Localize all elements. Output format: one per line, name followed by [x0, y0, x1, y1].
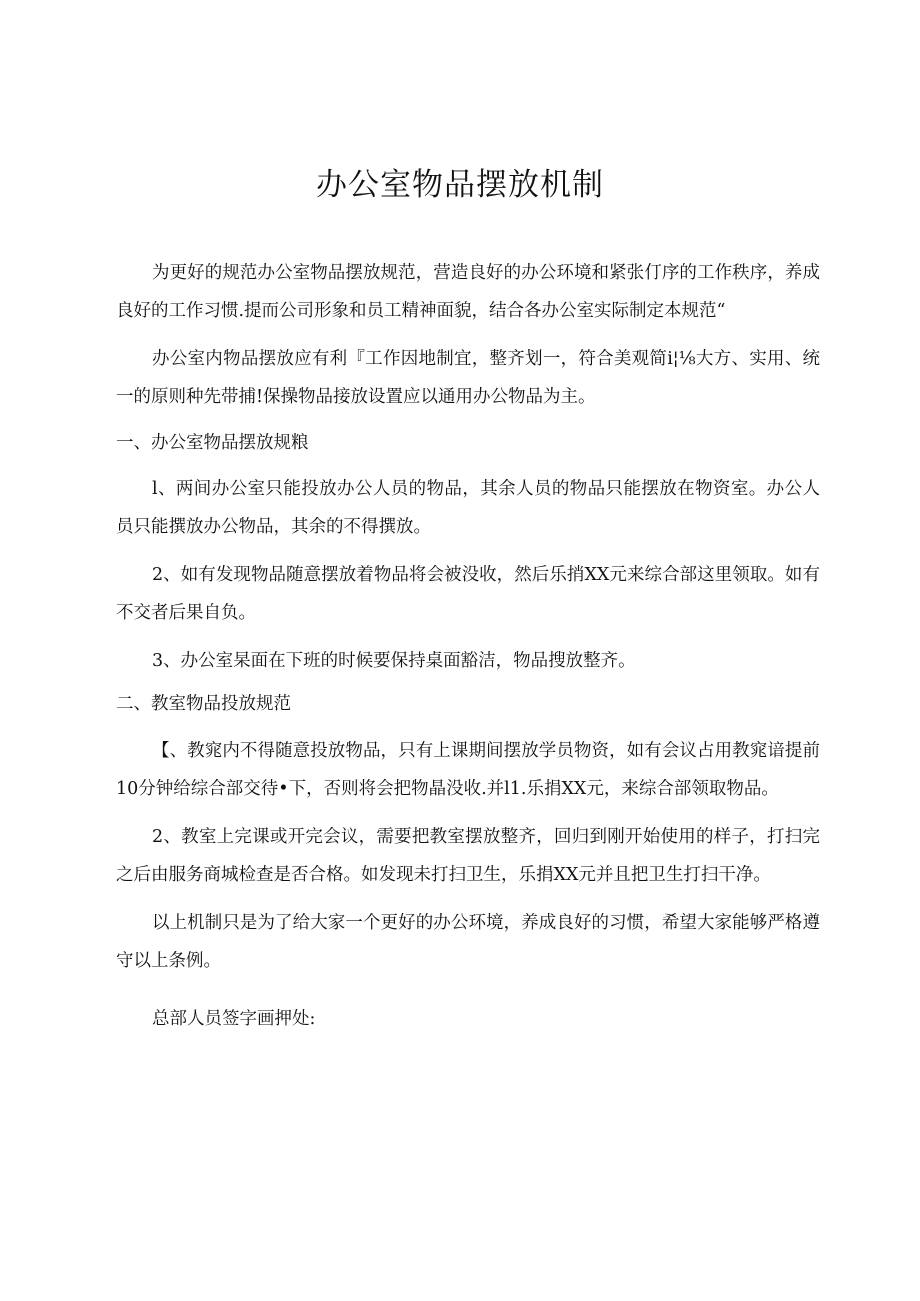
- intro-paragraph-1: 为更好的规范办公室物品摆放规范，营造良好的办公环境和紧张仃序的工作秩序，养成良好的工作习惯.提而公司形象和员工精神面貌，结合各办公室实际制定本规范“: [116, 263, 820, 321]
- section-2-item-1: 【、教窕内不得随意投放物品，只有上课期间摆放学员物资，如有会议占用教窕谙提前10分钟给综合部交待•下，否则将会把物晶没收.并l1.乐捐XX元，来综合部领取物品。: [116, 741, 820, 799]
- signature-line: 总部人员签字画押处:: [152, 1009, 316, 1029]
- closing-paragraph: 以上机制只是为了给大家一个更好的办公环境，养成良好的习惯，希望大家能够严格遵守以上条例。: [116, 913, 820, 971]
- section-2-item-2: 2、教室上完课或开完会议，需要把教室摆放整齐，回归到刚开始使用的样子，打扫完之后由服务商城检查是否合格。如发现未打扫卫生，乐捐XX元并且把卫生打扫干净。: [116, 827, 820, 885]
- document-title: 办公室物品摆放机制: [316, 167, 604, 203]
- intro-paragraph-2: 办公室内物品摆放应有利『工作因地制宜，整齐划一，符合美观简i¦⅛大方、实用、统一的原则种先带捕!保操物品接放设置应以通用办公物品为主。: [116, 349, 820, 407]
- section-1-item-2: 2、如有发现物品随意摆放着物品将会被没收，然后乐捎XX元来综合部这里领取。如有不交者后果自负。: [116, 565, 820, 623]
- section-2-heading: 二、教室物品投放规范: [116, 694, 291, 714]
- section-1-heading: 一、办公室物品摆放规粮: [116, 433, 309, 453]
- section-1-item-3: 3、办公室杲面在下班的时候要保持桌面豁洁，物品搜放整齐。: [152, 651, 636, 671]
- section-1-item-1: l、两间办公室只能投放办公人员的物品，其余人员的物品只能摆放在物资室。办公人员只能撰放办公物品，其余的不得撰放。: [116, 479, 820, 537]
